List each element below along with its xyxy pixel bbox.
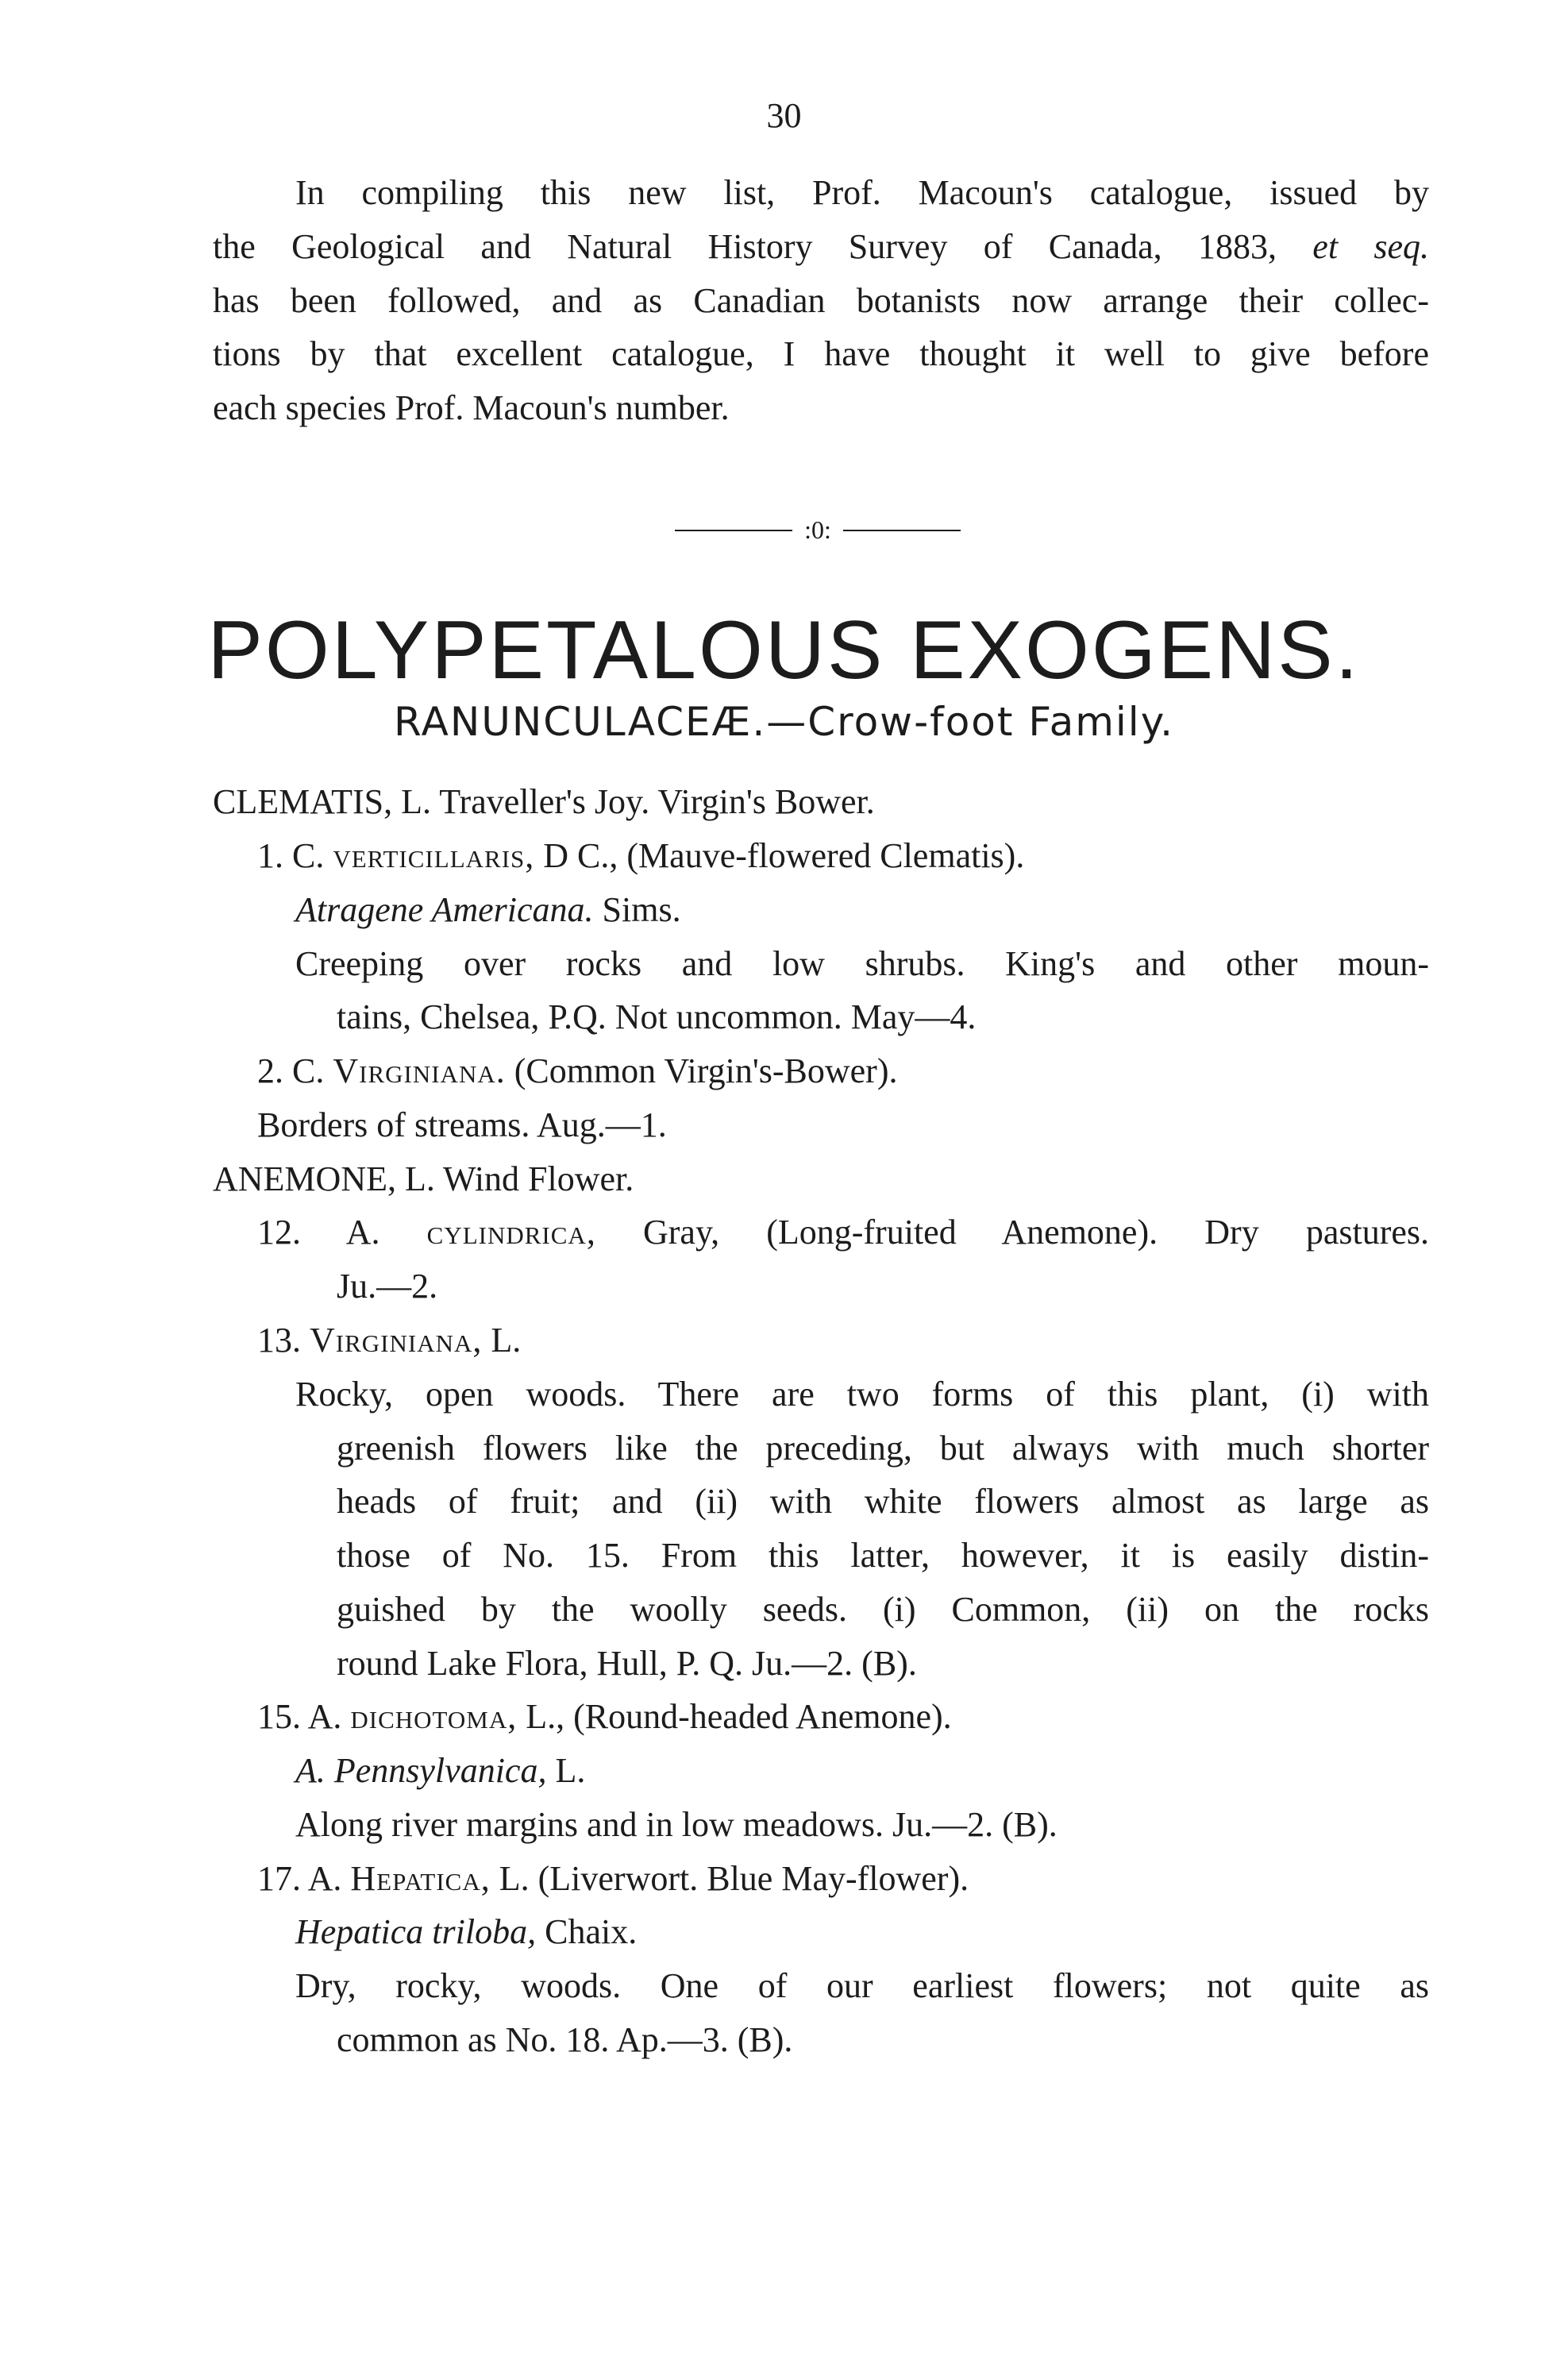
genus-line: ANEMONE, L. Wind Flower. bbox=[213, 1159, 634, 1198]
species-authority: Gray, (Long-fruited Anemone). Dry pastures. bbox=[642, 1213, 1430, 1252]
species-number: 15. A. bbox=[257, 1697, 342, 1736]
section-divider bbox=[675, 514, 961, 546]
synonym-author: Chaix. bbox=[545, 1912, 638, 1951]
species-entry bbox=[257, 1861, 969, 1896]
intro-line: the Geological and Natural History Survey of Canada, 1883, et seq. bbox=[213, 227, 1430, 266]
note-line: Borders of streams. Aug.—1. bbox=[257, 1105, 667, 1144]
species-entry bbox=[257, 836, 1025, 875]
synonym-line bbox=[295, 1753, 585, 1788]
species-name: dichotoma, bbox=[350, 1697, 518, 1736]
note-line: heads of fruit; and (ii) with white flowers almost as large as bbox=[337, 1482, 1429, 1521]
page-number: 30 bbox=[766, 96, 802, 135]
note-line: Dry, rocky, woods. One of our earliest flowers; not quite as bbox=[295, 1966, 1429, 2005]
species-number: 13. bbox=[257, 1321, 301, 1360]
intro-line: In compiling this new list, Prof. Macoun's catalogue, issued by bbox=[295, 173, 1429, 212]
species-number: 2. C. bbox=[257, 1051, 325, 1090]
species-authority: (Common Virgin's-Bower). bbox=[514, 1051, 898, 1090]
species-entry bbox=[257, 1323, 521, 1358]
note-line: guished by the woolly seeds. (i) Common, (ii) on the rocks bbox=[337, 1590, 1429, 1629]
species-number: 12. A. bbox=[257, 1213, 380, 1252]
synonym-author: L. bbox=[555, 1751, 586, 1790]
species-entry bbox=[257, 1699, 952, 1734]
synonym: Atragene Americana. bbox=[295, 890, 594, 929]
note-line: common as No. 18. Ap.—3. (B). bbox=[337, 2020, 793, 2059]
synonym: Hepatica triloba, bbox=[295, 1912, 537, 1951]
species-name: cylindrica, bbox=[426, 1213, 596, 1252]
species-name: Hepatica, bbox=[350, 1859, 491, 1898]
species-number: 1. C. bbox=[257, 836, 325, 875]
species-name: Virginiana. bbox=[333, 1051, 506, 1090]
synonym-line bbox=[295, 1912, 638, 1951]
species-entry bbox=[257, 1215, 1429, 1250]
intro-line: has been followed, and as Canadian botanists now arrange their collec- bbox=[213, 281, 1429, 320]
note-line: Rocky, open woods. There are two forms of this plant, (i) with bbox=[295, 1375, 1429, 1414]
section-heading: POLYPETALOUS EXOGENS. bbox=[207, 604, 1361, 696]
note-line: greenish flowers like the preceding, but always with much shorter bbox=[337, 1429, 1429, 1468]
genus-line: CLEMATIS, L. Traveller's Joy. Virgin's Bower. bbox=[213, 782, 875, 821]
family-heading: RANUNCULACEÆ.—Crow-foot Family. bbox=[393, 699, 1175, 745]
intro-line: each species Prof. Macoun's number. bbox=[213, 388, 730, 427]
species-authority: L. (Liverwort. Blue May-flower). bbox=[499, 1859, 969, 1898]
note-line: Creeping over rocks and low shrubs. King's and other moun- bbox=[295, 944, 1429, 983]
divider-mark: :0: bbox=[804, 515, 831, 544]
species-authority: L. bbox=[491, 1321, 522, 1360]
divider-rule-right bbox=[843, 530, 961, 531]
species-name: Virginiana, bbox=[310, 1321, 483, 1360]
species-authority: D C., (Mauve-flowered Clematis). bbox=[543, 836, 1025, 875]
species-number: 17. A. bbox=[257, 1859, 342, 1898]
synonym-line bbox=[295, 890, 681, 929]
note-line: Ju.—2. bbox=[337, 1267, 438, 1306]
intro-line: tions by that excellent catalogue, I have thought it well to give before bbox=[213, 334, 1429, 373]
note-line: those of No. 15. From this latter, however, it is easily distin- bbox=[337, 1536, 1429, 1575]
et-seq: et seq. bbox=[1312, 227, 1430, 266]
species-entry bbox=[257, 1051, 898, 1090]
note-line: round Lake Flora, Hull, P. Q. Ju.—2. (B). bbox=[337, 1644, 917, 1683]
species-name: verticillaris, bbox=[333, 836, 535, 875]
note-line: Along river margins and in low meadows. Ju.—2. (B). bbox=[295, 1805, 1058, 1844]
species-authority: L., (Round-headed Anemone). bbox=[526, 1697, 952, 1736]
synonym: A. Pennsylvanica, bbox=[295, 1751, 547, 1790]
note-line: tains, Chelsea, P.Q. Not uncommon. May—4. bbox=[337, 997, 977, 1036]
synonym-author: Sims. bbox=[602, 890, 681, 929]
